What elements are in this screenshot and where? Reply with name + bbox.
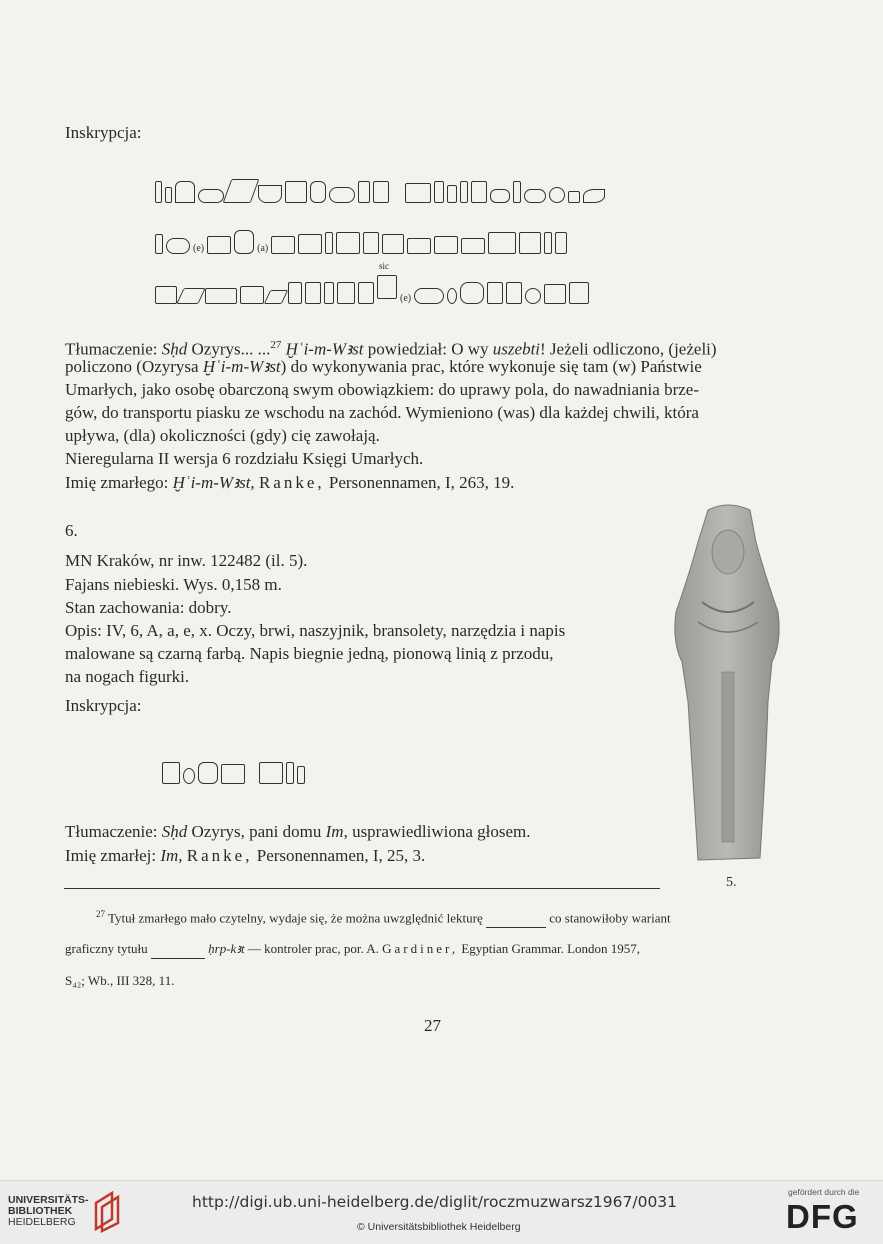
sic-label: sic bbox=[379, 261, 389, 271]
museum-line: MN Kraków, nr inw. 122482 (il. 5). bbox=[65, 551, 308, 570]
library-name: UNIVERSITÄTS- BIBLIOTHEK HEIDELBERG bbox=[8, 1194, 89, 1228]
footer-bar bbox=[0, 1180, 883, 1244]
description-line-1: Opis: IV, 6, A, a, e, x. Oczy, brwi, naszyjnik, bransolety, narzędzia i napis bbox=[65, 621, 566, 640]
item-number: 6. bbox=[65, 521, 78, 540]
footnote-divider bbox=[64, 888, 660, 889]
translation-line-1: Tłumaczenie: Sḥd Ozyrys... ...$^{27}$ Ḫʿi-m-Wꜣst powiedział: O wy uszebti! Jeżeli odliczono, (jeżeli) bbox=[65, 339, 717, 359]
inscription-heading-2: Inskrypcja: bbox=[65, 696, 142, 715]
permalink-url[interactable]: http://digi.ub.uni-heidelberg.de/diglit/roczmuzwarsz1967/0031 bbox=[192, 1193, 678, 1211]
footnote-line-1: $^{27}$ Tytuł zmarłego mało czytelny, wydaje się, że można uwzględnić lekturę co stanowiłoby wariant bbox=[96, 906, 671, 928]
material-line: Fajans niebieski. Wys. 0,158 m. bbox=[65, 575, 282, 594]
page-number: 27 bbox=[424, 1016, 441, 1035]
description-line-2: malowane są czarną farbą. Napis biegnie jedną, pionową linią z przodu, bbox=[65, 644, 554, 663]
inscription-heading: Inskrypcja: bbox=[65, 123, 142, 142]
translation-line-4: gów, do transportu piasku ze wschodu na zachód. Wymieniono (was) dla każdej chwili, która bbox=[65, 403, 699, 422]
condition-line: Stan zachowania: dobry. bbox=[65, 598, 232, 617]
hieroglyph-line-2: (e) (a) bbox=[155, 226, 567, 254]
deceased-name-2: Imię zmarłej: Im, Ranke, Personennamen, I, 25, 3. bbox=[65, 846, 426, 865]
translation-2: Tłumaczenie: Sḥd Ozyrys, pani domu Im, usprawiedliwiona głosem. bbox=[65, 822, 531, 841]
translation-line-3: Umarłych, jako osobę obarczoną swym obowiązkiem: do uprawy pola, do nawadniania brze- bbox=[65, 380, 699, 399]
hieroglyph-inscription-2 bbox=[162, 756, 305, 784]
figure-caption: 5. bbox=[726, 875, 737, 890]
deceased-name-1: Imię zmarłego: Ḫʿi-m-Wꜣst, Ranke, Personennamen, I, 263, 19. bbox=[65, 473, 515, 492]
version-note: Nieregularna II wersja 6 rozdziału Księgi Umarłych. bbox=[65, 449, 424, 468]
footnote-hieroglyph-2 bbox=[151, 942, 205, 959]
translation-line-5: upływa, (dla) okoliczności (gdy) cię zawołają. bbox=[65, 426, 380, 445]
footnote-line-2: graficzny tytułu ḥrp-kꜣt — kontroler prac, por. A. Gardiner, Egyptian Grammar. London 1957, bbox=[65, 940, 640, 959]
translation-line-2: policzono (Ozyrysa Ḫʿi-m-Wꜣst) do wykonywania prac, które wykonuje się tam (w) Państwie bbox=[65, 357, 702, 376]
library-logo-icon bbox=[92, 1189, 122, 1233]
footnote-line-3: S₄₂; Wb., III 328, 11. bbox=[65, 973, 175, 988]
hieroglyph-line-3: sic (e) bbox=[155, 276, 589, 304]
hieroglyph-line-1 bbox=[155, 175, 605, 203]
dfg-logo: DFG bbox=[786, 1198, 859, 1235]
ushabti-figure-image bbox=[668, 502, 786, 864]
footnote-hieroglyph-1 bbox=[486, 911, 546, 928]
funding-note: gefördert durch die bbox=[788, 1187, 860, 1197]
copyright-text: © Universitätsbibliothek Heidelberg bbox=[357, 1221, 521, 1233]
description-line-3: na nogach figurki. bbox=[65, 667, 190, 686]
